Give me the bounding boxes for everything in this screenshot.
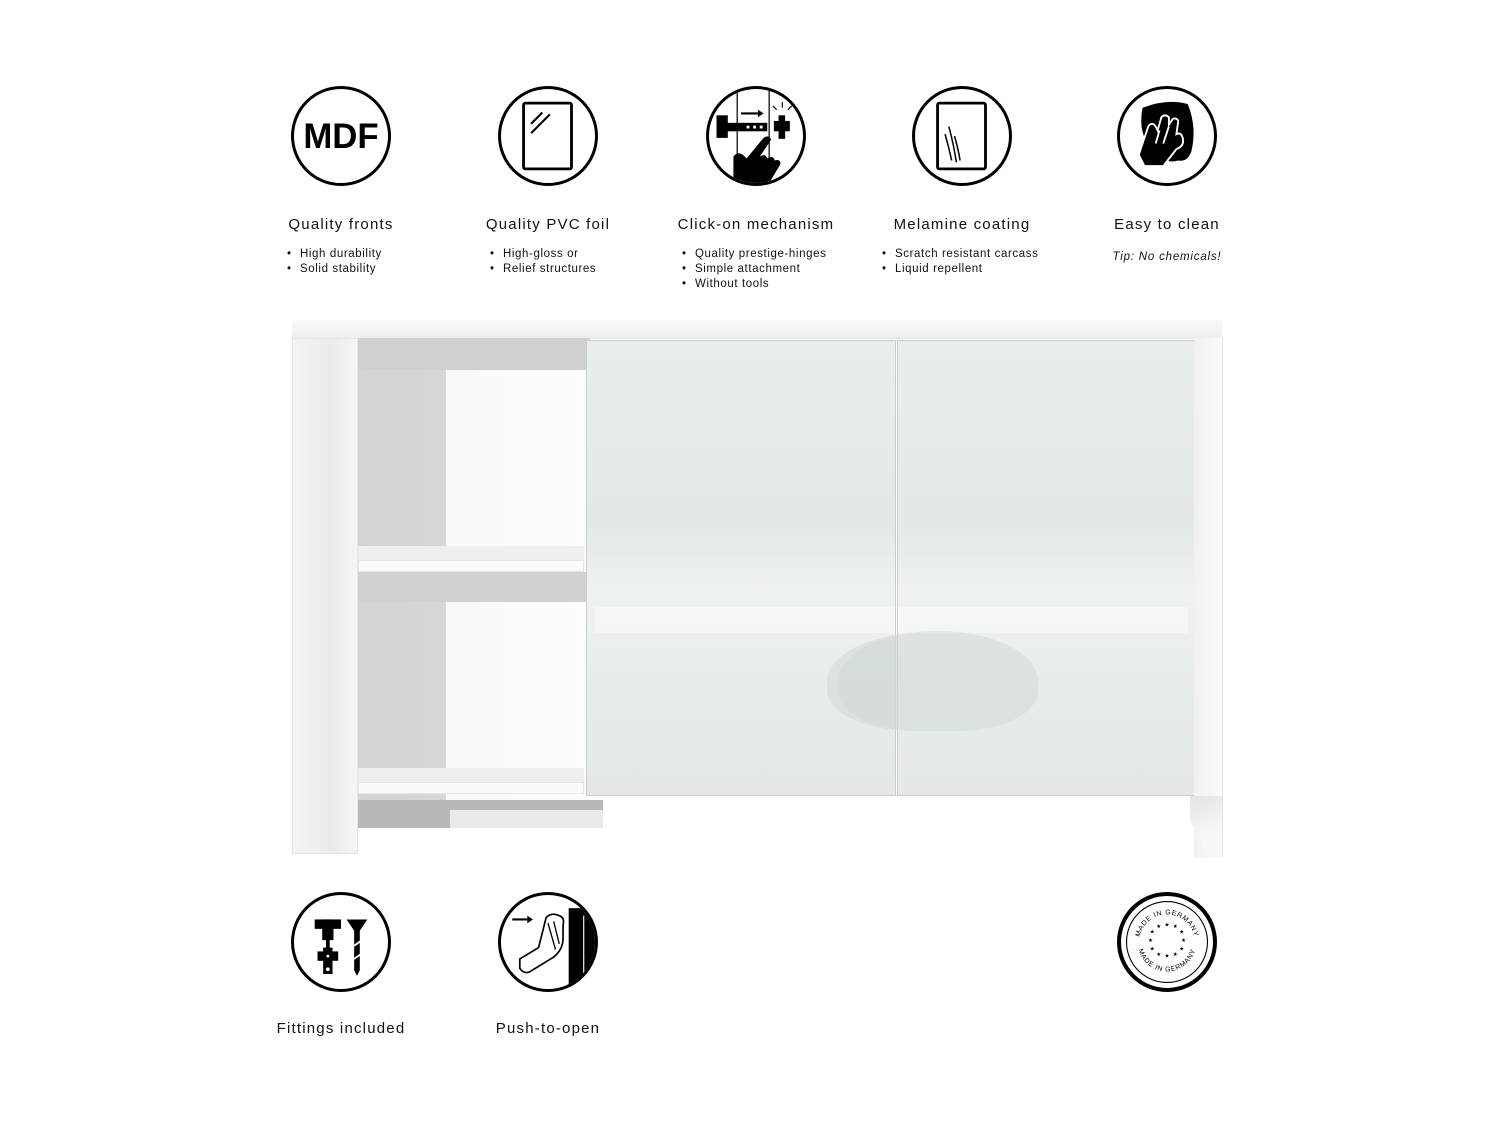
- svg-text:★: ★: [1172, 951, 1178, 958]
- svg-text:★: ★: [1149, 946, 1155, 953]
- feature-title: Fittings included: [276, 1020, 406, 1037]
- bullet: • High durability: [287, 247, 461, 262]
- hinge-click-icon: [706, 86, 806, 186]
- feature-tip: Tip: No chemicals!: [1112, 251, 1222, 263]
- shelf-board: [358, 768, 584, 794]
- svg-text:★: ★: [1156, 924, 1162, 931]
- hinge-screw-icon: [291, 892, 391, 992]
- mdf-icon: [291, 86, 391, 186]
- door-right: [897, 340, 1207, 796]
- shelf-board: [358, 546, 584, 572]
- bullet: • Simple attachment: [682, 262, 876, 277]
- bullet: • Scratch resistant carcass: [882, 247, 1082, 262]
- feature-melamine-coating: [842, 86, 1082, 277]
- bullet: • Liquid repellent: [882, 262, 1082, 277]
- hand-cloth-icon: [1117, 86, 1217, 186]
- feature-title: Push-to-open: [495, 1020, 601, 1037]
- svg-text:MADE IN GERMANY: MADE IN GERMANY: [1134, 909, 1200, 938]
- bullet: • Quality prestige-hinges: [682, 247, 876, 262]
- svg-text:★: ★: [1147, 938, 1153, 944]
- feature-made-in-germany: [1047, 892, 1287, 992]
- sideboard-right-panel: [1194, 338, 1223, 858]
- bullet: • Without tools: [682, 277, 876, 292]
- svg-text:MADE IN GERMANY: MADE IN GERMANY: [1136, 947, 1198, 974]
- sideboard-product-image: [290, 320, 1222, 860]
- svg-text:★: ★: [1149, 929, 1155, 936]
- feature-fittings-included: [221, 892, 461, 1037]
- open-shelf-compartment: [358, 338, 590, 828]
- feature-quality-pvc-foil: [428, 86, 668, 277]
- feature-title: Melamine coating: [893, 216, 1031, 233]
- feature-quality-fronts: [221, 86, 461, 277]
- svg-text:★: ★: [1172, 924, 1178, 931]
- svg-text:★: ★: [1156, 951, 1162, 958]
- feature-push-to-open: [428, 892, 668, 1037]
- svg-text:★: ★: [1181, 938, 1187, 944]
- svg-text:★: ★: [1179, 929, 1185, 936]
- svg-text:★: ★: [1179, 946, 1185, 953]
- scratch-panel-icon: [912, 86, 1012, 186]
- svg-text:★: ★: [1164, 922, 1170, 929]
- made-in-germany-seal-icon: [1117, 892, 1217, 992]
- bullet: • Relief structures: [490, 262, 668, 277]
- feature-click-on-mechanism: [636, 86, 876, 292]
- feature-title: Quality PVC foil: [485, 216, 611, 233]
- sideboard-left-panel: [292, 338, 358, 854]
- bullet: • High-gloss or: [490, 247, 668, 262]
- feature-title: Easy to clean: [1114, 216, 1220, 233]
- bullet: • Solid stability: [287, 262, 461, 277]
- svg-text:★: ★: [1164, 953, 1170, 960]
- push-hand-icon: [498, 892, 598, 992]
- feature-title: Quality fronts: [288, 216, 394, 233]
- glossy-panel-icon: [498, 86, 598, 186]
- door-left: [586, 340, 896, 796]
- feature-title: Click-on mechanism: [677, 216, 835, 233]
- sideboard-top: [292, 320, 1222, 339]
- feature-easy-to-clean: [1047, 86, 1287, 263]
- svg-text:MDF: MDF: [303, 118, 379, 157]
